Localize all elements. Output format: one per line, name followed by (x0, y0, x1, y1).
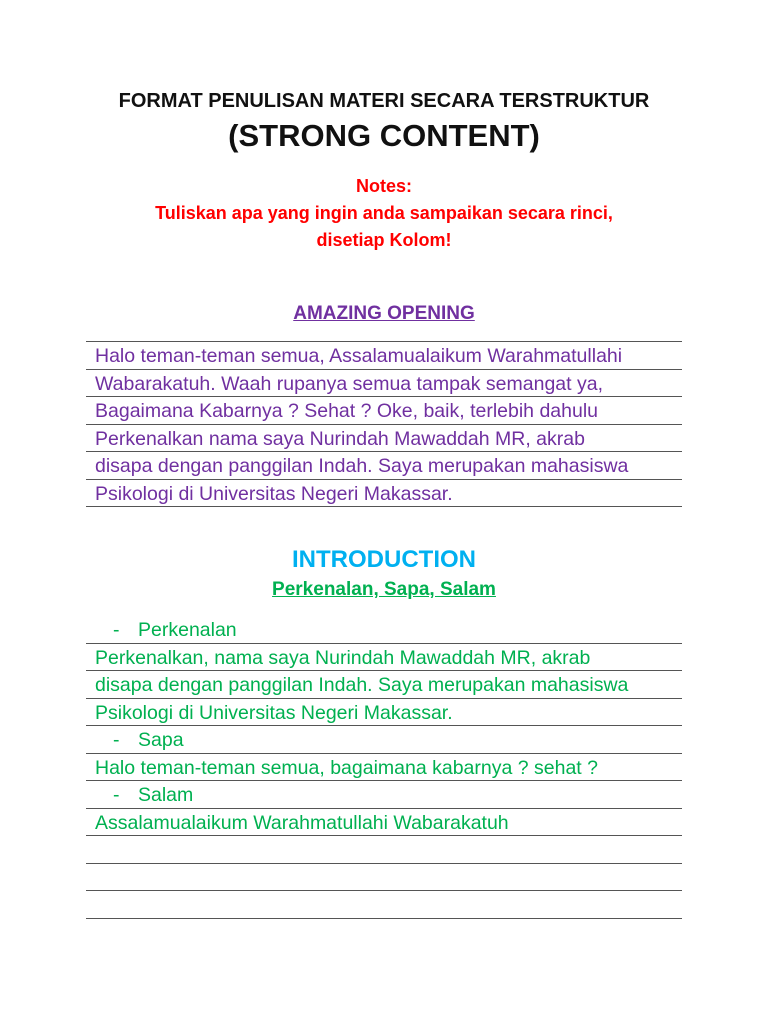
bullet-salam (86, 781, 682, 809)
empty-line (86, 836, 682, 864)
opening-line: Bagaimana Kabarnya ? Sehat ? Oke, baik, terlebih dahulu (86, 397, 682, 425)
opening-line: Perkenalkan nama saya Nurindah Mawaddah MR, akrab (86, 425, 682, 453)
empty-line (86, 864, 682, 892)
opening-heading: AMAZING OPENING (293, 303, 475, 324)
notes-label: Notes: (355, 176, 412, 196)
document-title: FORMAT PENULISAN MATERI SECARA TERSTRUKTUR (118, 90, 650, 112)
bullet-dash: - (113, 729, 120, 751)
opening-line: Wabarakatuh. Waah rupanya semua tampak semangat ya, (86, 370, 682, 398)
document-subtitle: (STRONG CONTENT) (228, 118, 540, 153)
introduction-line: Perkenalkan, nama saya Nurindah Mawaddah MR, akrab (86, 644, 682, 672)
introduction-heading: INTRODUCTION (292, 546, 476, 573)
bullet-label: Sapa (138, 729, 184, 751)
introduction-line: Assalamualaikum Warahmatullahi Wabarakatuh (86, 809, 682, 837)
introduction-line: Psikologi di Universitas Negeri Makassar. (86, 699, 682, 727)
bullet-dash: - (113, 784, 120, 806)
notes-line-1: Tuliskan apa yang ingin anda sampaikan secara rinci, (155, 203, 613, 223)
opening-line: Halo teman-teman semua, Assalamualaikum Warahmatullahi (86, 342, 682, 370)
introduction-lines (86, 616, 682, 919)
empty-line (86, 891, 682, 919)
opening-lines (86, 341, 682, 507)
bullet-perkenalan (86, 616, 682, 644)
bullet-label: Perkenalan (138, 619, 237, 641)
bullet-label: Salam (138, 784, 194, 806)
bullet-sapa (86, 726, 682, 754)
bullet-dash: - (113, 619, 120, 641)
introduction-subheading: Perkenalan, Sapa, Salam (272, 579, 496, 600)
introduction-line: disapa dengan panggilan Indah. Saya merupakan mahasiswa (86, 671, 682, 699)
opening-line: Psikologi di Universitas Negeri Makassar. (86, 480, 682, 508)
opening-line: disapa dengan panggilan Indah. Saya merupakan mahasiswa (86, 452, 682, 480)
notes-line-2: disetiap Kolom! (316, 230, 452, 250)
introduction-line: Halo teman-teman semua, bagaimana kabarnya ? sehat ? (86, 754, 682, 782)
